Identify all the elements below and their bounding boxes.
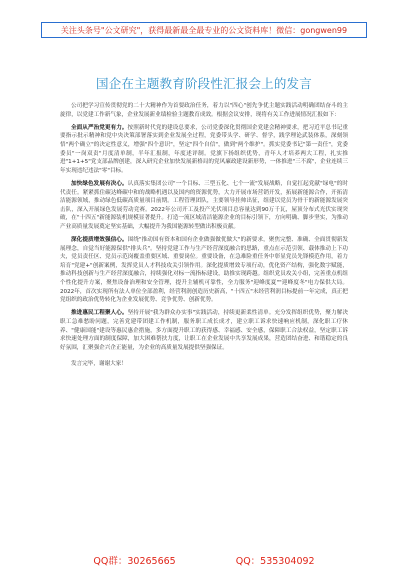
top-banner: 关注头条号"公文研究"，获得最新最全最专业的公文资料库！微信：gongwen99: [41, 22, 367, 38]
qq-group-number: QQ群：30265665: [93, 556, 176, 567]
section-text: 按照新时代党的建设总要求，公司党委深化贯彻国企党建会精神要求，把习近平总书记重要指示批示精神和党中央决策部署落实到企业发展全过程，党委带头学、研学、督学，践学理论武装体系，深刻领悟"两个确立"的决定性意义，增强"四个意识"，坚定"四个自信"，做到"两个维护"。抓实党委书记"第一责任"，党委委员"一岗双责"月度清单制，半年汇报制，年度述评制。党旗下扬组织优势，青年人才培养两大工程，扎实推进"1+1+5"党支部品牌创建，深入研究企业加快发展新格局的党风廉政建设新形势，一体推进"三不腐"，企业连续三年实现违纪违法"零"目标。: [60, 124, 348, 174]
intro-paragraph: 公司把学习宣传贯彻党的二十大精神作为首要政治任务，着力以"四心"创先争优主题实践活动明确团结奋斗的主旋律，以党建工作新气象，企业发展新业绩检验主题教育成效。根据会议安排，现将有关工作进展情况汇报如下：: [60, 103, 348, 118]
qq-number: QQ：535304092: [235, 556, 315, 567]
section-lead: 推进惠民工程聚人心。: [71, 310, 128, 317]
section-text: 围绕"推动国有资本和国有企业做强做优做大"的新要求，聚焦完整、准确、全面贯彻新发展理念，自觉当好能源保供"排头兵"。坚持党建工作与生产经营深度融合的思路，重点在示范引领、载体推动上下功夫，党员责任区、党员示范岗覆盖重要区域、重要岗位。重要设备，在急难险重任务中彰显党员先锋模范作用，着力培育"党建+"创新案例，发挥党员人才科技攻关引领作用。深化提质增效专项行动，优化资产结构，强化数字赋能，推动科技创新与生产经营深度融合，持续强化对标一流指标建设，助推实现跨越。组织党员攻关小组，完善重点机组个性化提升方案，聚焦设备治理和安全管理，提升主辅机可靠性，全力服务"迎峰度夏""迎峰度冬"电力保供大局。2022年，首次实现所有法人单位全部盈利，经营利润创造历史新高，"十四五"末经营利润目标提前一年完成，真正把党组织的政治优势转化为企业发展优势、竞争优势、创新优势。: [60, 237, 348, 304]
section-lead: 加快绿色发展有决心。: [71, 180, 128, 187]
page-title: 国企在主题教育阶段性汇报会上的发言: [96, 76, 312, 91]
section-text: 认真落实集团公司"一个目标、三型五化、七个一流"发展战略，自觉扛起党献"绿电"的时代责任。紧紧抓住碳达峰碳中和的战略机遇以及国内的资源优势，大力开展市场营销开发，拓展新能源合作，开拓清洁能源领域，推动绿色低碳高质量项目前期。工程管理团队，主要领导挂帅出征，组建以党员为骨干的新能源发展突击队，深入开展绿色发展劳动竞赛。2022年公司开工及投产光伏项目总容量达到90万千瓦，屋顶分布式光伏实现突破，在"十四五"新能源装机规模显著提升。打造一流区域清洁能源企业的目标引领下，方向明确、脚步坚实，为推动产业高质量发展奠定坚实基础，大幅提升为我国能源转型做出积极贡献。: [60, 180, 348, 230]
section-paragraph-welfare: [60, 309, 348, 352]
footer-contact: [0, 553, 408, 567]
section-paragraph-green: [60, 180, 348, 232]
section-paragraph-efficiency: [60, 236, 348, 305]
document-body: [60, 102, 348, 369]
section-paragraph-party: [60, 124, 348, 176]
section-lead: 全面从严治党更有力。: [71, 124, 128, 131]
closing-remark: 发言完毕，谢谢大家！: [71, 361, 127, 368]
section-lead: 深化提质增效强信心。: [71, 237, 128, 244]
section-text: 坚持开展"我为群众办实事"实践活动，持续更新柔性清单。充分发挥组织优势，聚力解决职工急难愁盼问题，完善党建带团建工作机制，服务职工成长成才，建立职工诉求快速响应机制，深化职工疗休养、"健康国能"建设等惠民惠企措施，多方面提升职工的获得感、幸福感、安全感，保障职工合法权益，坚定职工诉求快速处理方面的制度保障，加大困难帮扶力度，让职工在企业发展中共享发展成果，营造团结奋进、和谐稳定的良好氛围，汇聚强企兴企正能量，为企业的高质量发展提供坚强保证。: [60, 310, 348, 351]
